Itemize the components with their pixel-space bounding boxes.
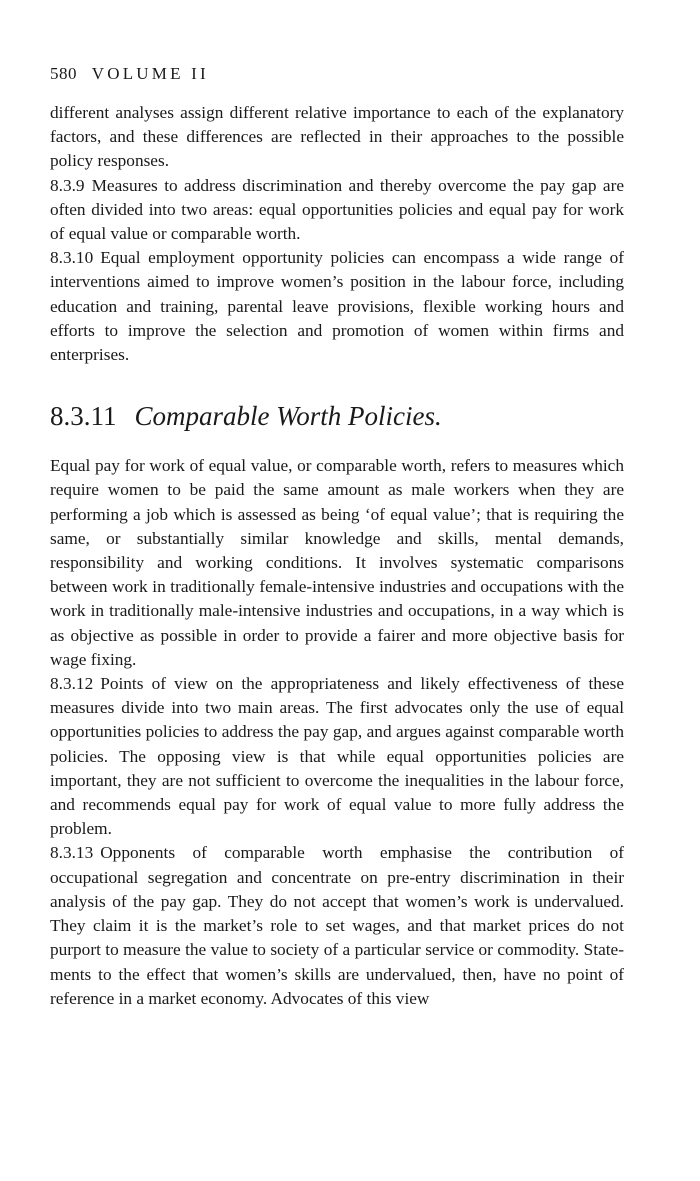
paragraph-text: Measures to address discrimination and thereby overcome the pay gap are often divided into two areas: equal opportunities policies and equal pay for work of equal value or comparable worth.: [50, 175, 624, 244]
volume-label: VOLUME II: [91, 64, 209, 83]
paragraph-number: 8.3.9: [50, 175, 85, 195]
paragraph-continued: [50, 101, 624, 174]
book-page: [50, 62, 624, 1011]
section-number: 8.3.11: [50, 401, 117, 432]
paragraph-8-3-9: [50, 174, 624, 247]
paragraph-text: different analyses assign different relative importance to each of the explanatory factors, and these differences are reflected in their approaches to the possible policy responses.: [50, 103, 624, 171]
paragraph-8-3-10: [50, 246, 624, 367]
paragraph-number: 8.3.12: [50, 674, 94, 694]
paragraph-comparable-worth-intro: [50, 454, 624, 672]
paragraph-8-3-12: [50, 672, 624, 841]
paragraph-text: Equal pay for work of equal value, or comparable worth, refers to measures which require women to be paid the same amount as male workers when they are performing a job which is assessed as being ‘of equal value’; that is requiring the same, or substantially similar knowledge and skills, mental demands, responsibility and working conditions. It involves systematic comparisons between work in traditionally female-intensive industries and occupations with the work in traditionally male-intensive industries and occupations, in a way which is as objective as possible in order to provide a fairer and more objective basis for wage fixing.: [50, 456, 624, 669]
paragraph-text: Points of view on the appropriateness and likely effectiveness of these measures divide into two main areas. The first advocates only the use of equal opportunities policies to address the pay gap, and argues against comparable worth policies. The opposing view is that while equal opportunities policies are important, they are not sufficient to overcome the inequalities in the labour force, and recommends equal pay for work of equal value to more fully address the problem.: [50, 674, 624, 839]
paragraph-number: 8.3.13: [50, 843, 94, 863]
page-number: 580: [50, 64, 77, 83]
section-heading: [50, 399, 624, 433]
running-head: [50, 62, 624, 86]
paragraph-text: Equal employment opportunity policies can encompass a wide range of interventions aimed to improve women’s position in the labour force, including education and training, parental leave provisions, flexible working hours and efforts to improve the selection and promotion of women within firms and enterprises.: [50, 248, 624, 365]
paragraph-number: 8.3.10: [50, 248, 94, 268]
section-title: Comparable Worth Policies.: [134, 401, 442, 432]
paragraph-text: Opponents of comparable worth emphasise the contribution of occupational segregation and concentrate on pre-entry discrimination in their analysis of the pay gap. They do not accept that women’s work is undervalued. They claim it is the market’s role to set wages, and that market prices do not purport to measure the value to society of a particular service or commodity. Statements to the effect that women’s skills are undervalued, then, have no point of reference in a market economy. Advocates of this view: [50, 843, 624, 1008]
paragraph-8-3-13: [50, 841, 624, 1010]
